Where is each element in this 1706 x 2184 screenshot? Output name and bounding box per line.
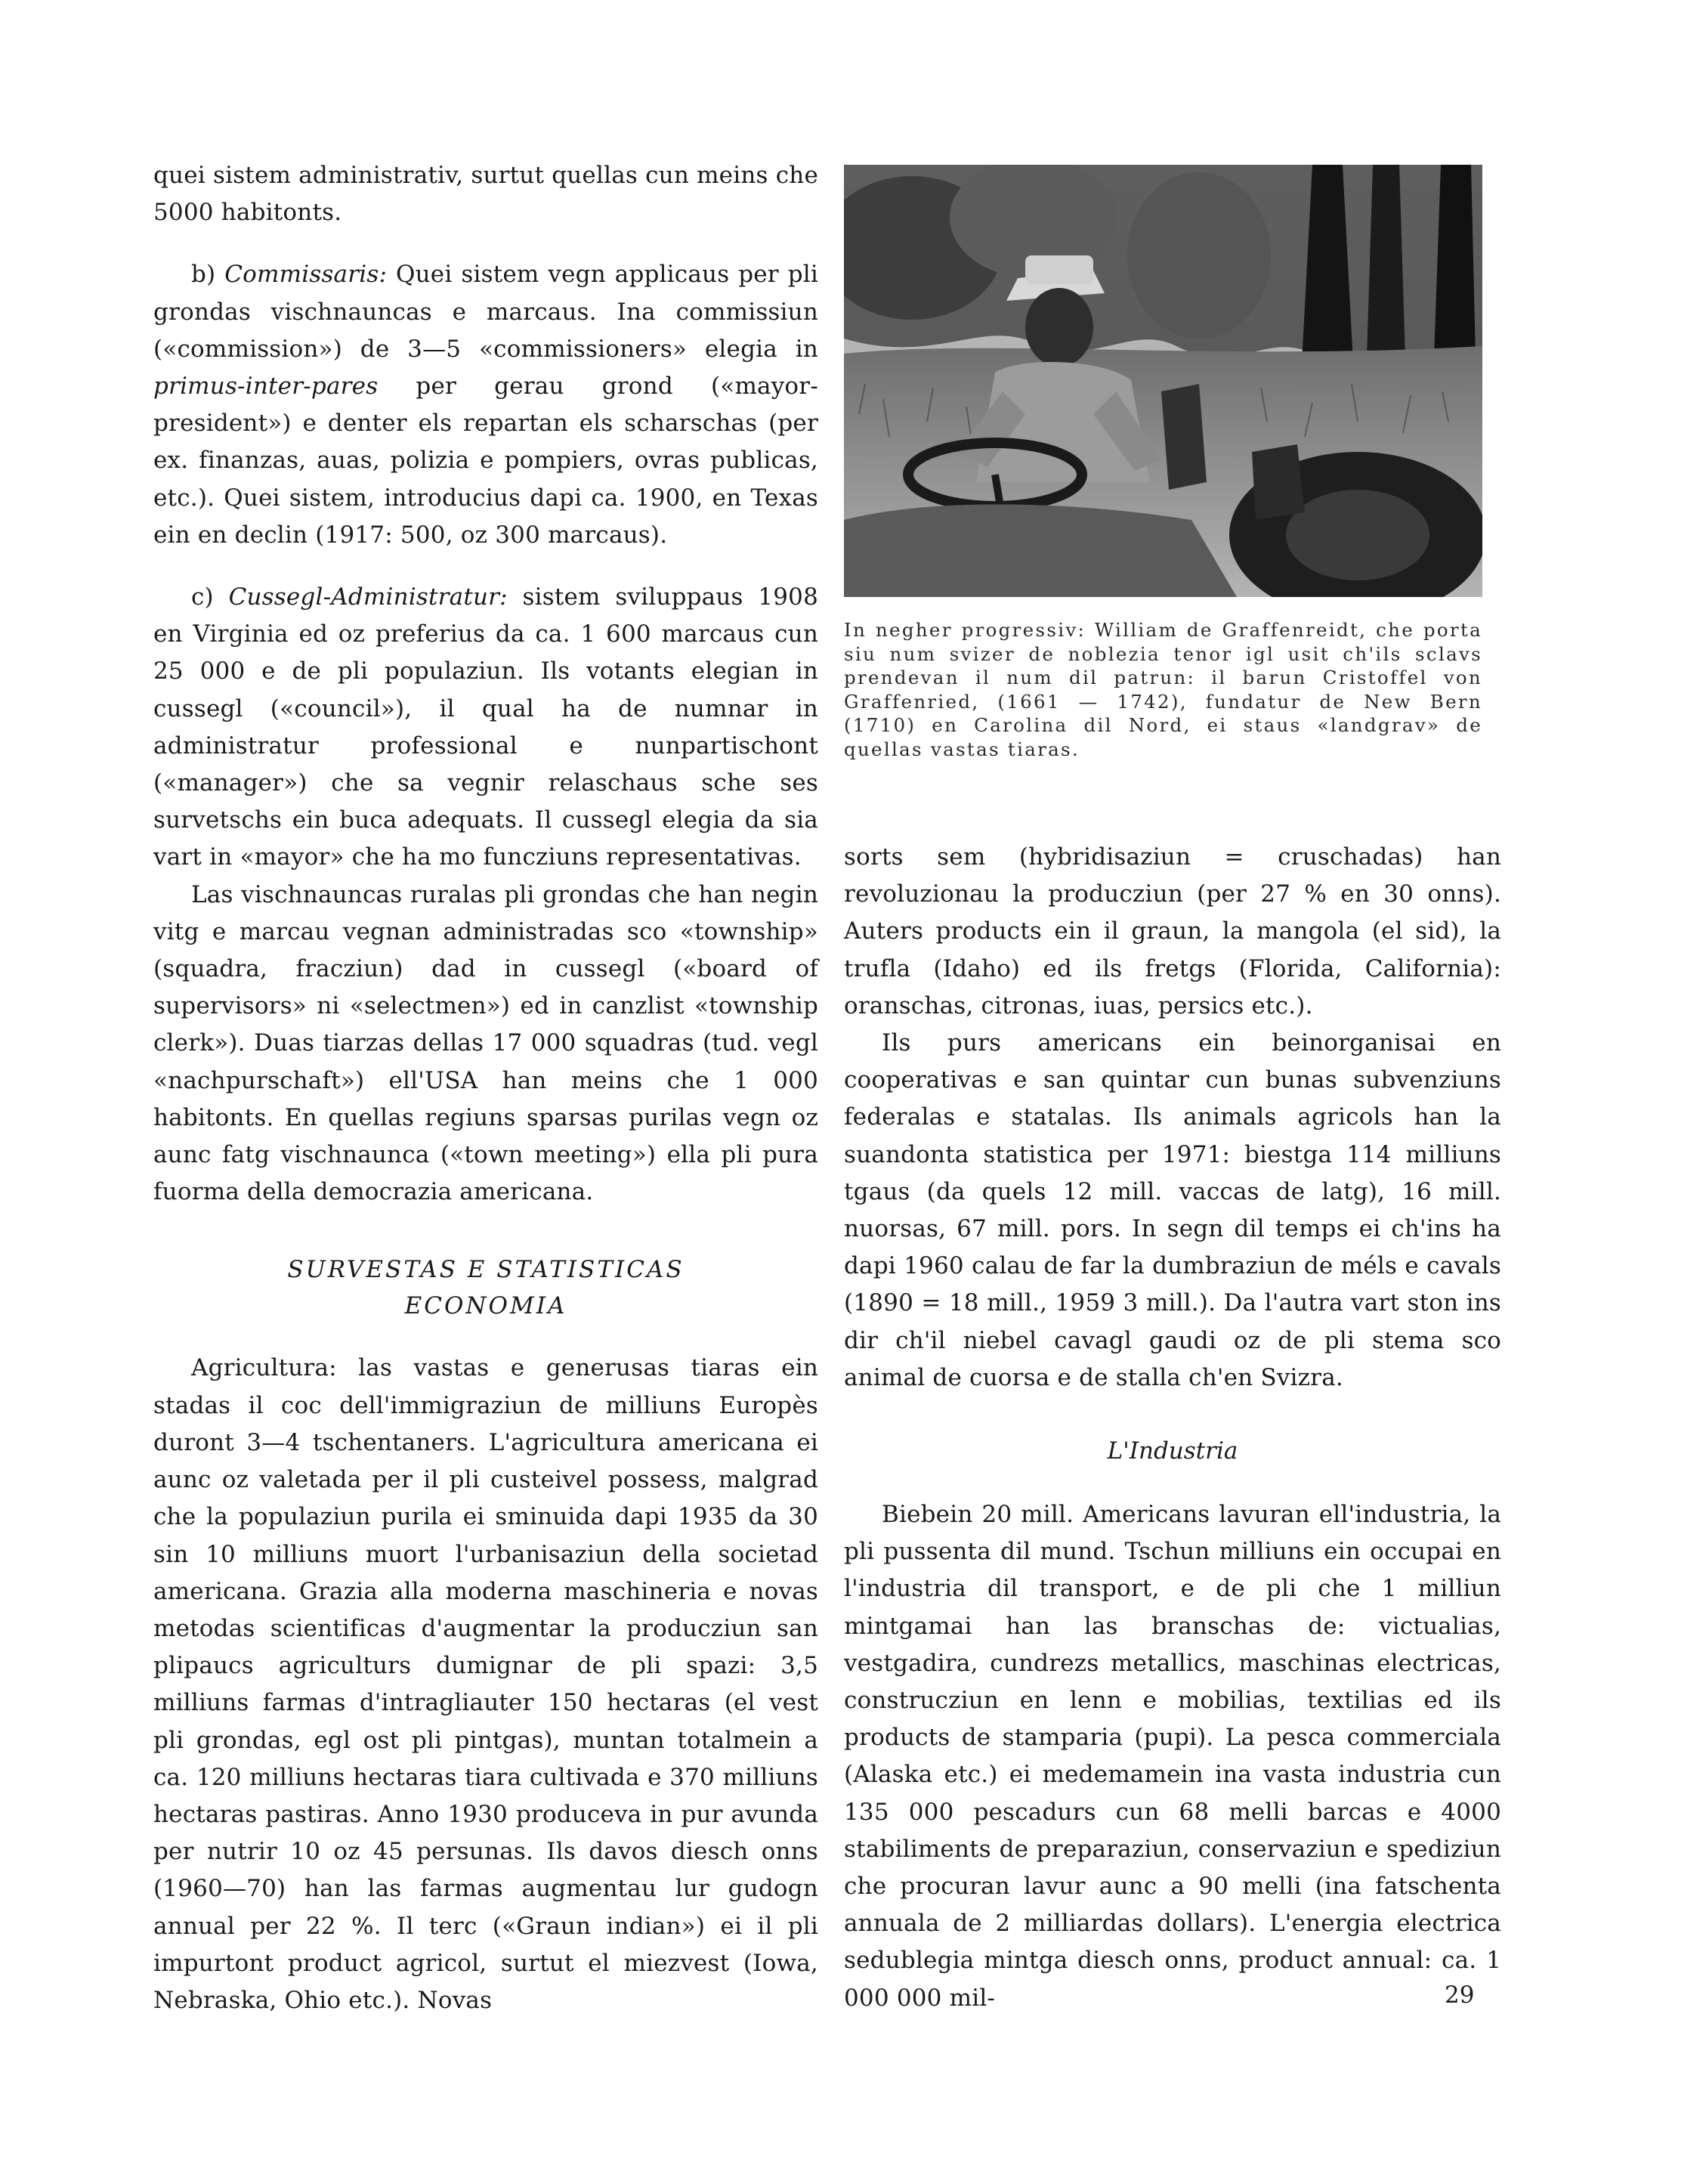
section-heading-line-1: SURVESTAS E STATISTICAS: [287, 1256, 685, 1284]
term-commissaris: Commissaris:: [224, 261, 388, 289]
paragraph-sorts-sem: sorts sem (hybridisaziun = cruschadas) han revoluzionau la producziun (per 27 % en 30 onns). Auters products ein il graun, la mangola (el sid), la trufla (Idaho) ed ils fretgs (Florida, California): oranschas, citronas, iuas, persics etc.).: [844, 843, 1501, 1019]
farmer-photo: [844, 165, 1482, 597]
paragraph-purs-americans: Ils purs americans ein beinorganisai en cooperativas e san quintar cun bunas subvenziuns federalas e statalas. Ils animals agricols han la suandonta statistica per 1971: biestga 114 milliuns tgaus (da quels 12 mill. vaccas de latg), 16 mill. nuorsas, 67 mill. pors. In segn dil temps ei ch'ins ha dapi 1960 calau de far la dumbraziun de méls e cavals (1890 = 18 mill., 1959 3 mill.). Da l'autra vart ston ins dir ch'il niebel cavagl gaudi oz de pli stema sco animal de cuorsa e de stalla ch'en Svizra.: [844, 1029, 1501, 1391]
paragraph-industria: Biebein 20 mill. Americans lavuran ell'industria, la pli pussenta dil mund. Tschun milliuns ein occupai en l'industria dil transport, e de pli che 1 milliun mintgamai han las branschas de: victualias, vestgadira, cundrezs metallics, maschinas electricas, construcziun en lenn e mobilias, textilias ed ils products de stamparia (pupi). La pesca commerciala (Alaska etc.) ei medemamein ina vasta industria cun 135 000 pescadurs cun 68 melli barcas e 4000 stabiliments de preparaziun, conservaziun e spediziun che procuran lavur aunc a 90 melli (ina fatschenta annuala de 2 milliardas dollars). L'energia electrica sedublegia mintga diesch onns, product annual: ca. 1 000 000 mil-: [844, 1501, 1501, 2012]
paragraph-cussegl-administratur: c) Cussegl-Administratur: sistem sviluppaus 1908 en Virginia ed oz preferius da ca. 1 600 marcaus cun 25 000 e de pli populaziun. Ils votants elegian in cussegl («council»), il qual ha de numnar in administratur professional e nunpartischont («manager») che sa vegnir relaschaus sche ses survetschs ein buca adequats. Il cussegl elegia da sia vart in «mayor» che ha mo funcziuns representativas.: [153, 583, 818, 871]
paragraph-commissaris: b) Commissaris: Quei sistem vegn applicaus per pli grondas vischnauncas e marcaus. Ina commissiun («commission») de 3—5 «commissioners» elegia in primus-inter-pares per gerau grond («mayor-president») e denter els repartan els scharschas (per ex. finanzas, auas, polizia e pompiers, ovras publicas, etc.). Quei sistem, introducius dapi ca. 1900, en Texas ein en declin (1917: 500, oz 300 marcaus).: [153, 261, 818, 549]
paragraph-township: Las vischnauncas ruralas pli grondas che han negin vitg e marcau vegnan administradas sco «township» (squadra, fracziun) dad in cussegl («board of supervisors» ni «selectmen») ed in canzlist «township clerk»). Duas tiarzas dellas 17 000 squadras (tud. vegl «nachpurschaft») ell'USA han meins che 1 000 habitonts. En quellas regiuns sparsas purilas vegn oz aunc fatg vischnaunca («town meeting») ella pli pura fuorma della democrazia americana.: [153, 880, 818, 1206]
photo-caption: In negher progressiv: William de Graffenreidt, che porta siu num svizer de noblezia tenor igl usit ch'ils sclavs prendevan il num dil patrun: il barun Cristoffel von Graffenried, (1661 — 1742), fundatur de New Bern (1710) en Carolina dil Nord, ei staus «landgrav» de quellas vastas tiaras.: [844, 619, 1482, 760]
subheading-industria: L'Industria: [1107, 1437, 1238, 1465]
section-heading-line-2: ECONOMIA: [404, 1292, 567, 1320]
left-column: [153, 157, 818, 2019]
right-column: [844, 839, 1501, 2017]
section-heading: [153, 1251, 818, 1324]
paragraph-continuation: quei sistem administrativ, surtut quellas cun meins che 5000 habitonts.: [153, 162, 818, 227]
page-number: 29: [1445, 1981, 1475, 2009]
term-primus-inter-pares: primus-inter-pares: [153, 373, 379, 401]
paragraph-agricultura: Agricultura: las vastas e generusas tiaras ein stadas il coc dell'immigraziun de milliuns Europès duront 3—4 tschentaners. L'agricultura americana ei aunc oz valetada per il pli custeivel possess, malgrad che la populaziun purila ei sminuida dapi 1935 da 30 sin 10 milliuns muort l'urbanisaziun della societad americana. Grazia alla moderna maschineria e novas metodas scientificas d'augmentar la producziun san plipaucs agriculturs dumignar de pli spazi: 3,5 milliuns farmas d'intragliauter 150 hectaras (el vest pli grondas, egl ost pli pintgas), muntan totalmein a ca. 120 milliuns hectaras tiara cultivada e 370 milliuns hectaras pastiras. Anno 1930 produceva in pur avunda per nutrir 10 oz 45 persunas. Ils davos diesch onns (1960—70) han las farmas augmentau lur gudogn annual per 22 %. Il terc («Graun indian») ei il pli impurtont product agricol, surtut el miezvest (Iowa, Nebraska, Ohio etc.). Novas: [153, 1354, 818, 2014]
term-cussegl-administratur: Cussegl-Administratur:: [228, 583, 508, 611]
